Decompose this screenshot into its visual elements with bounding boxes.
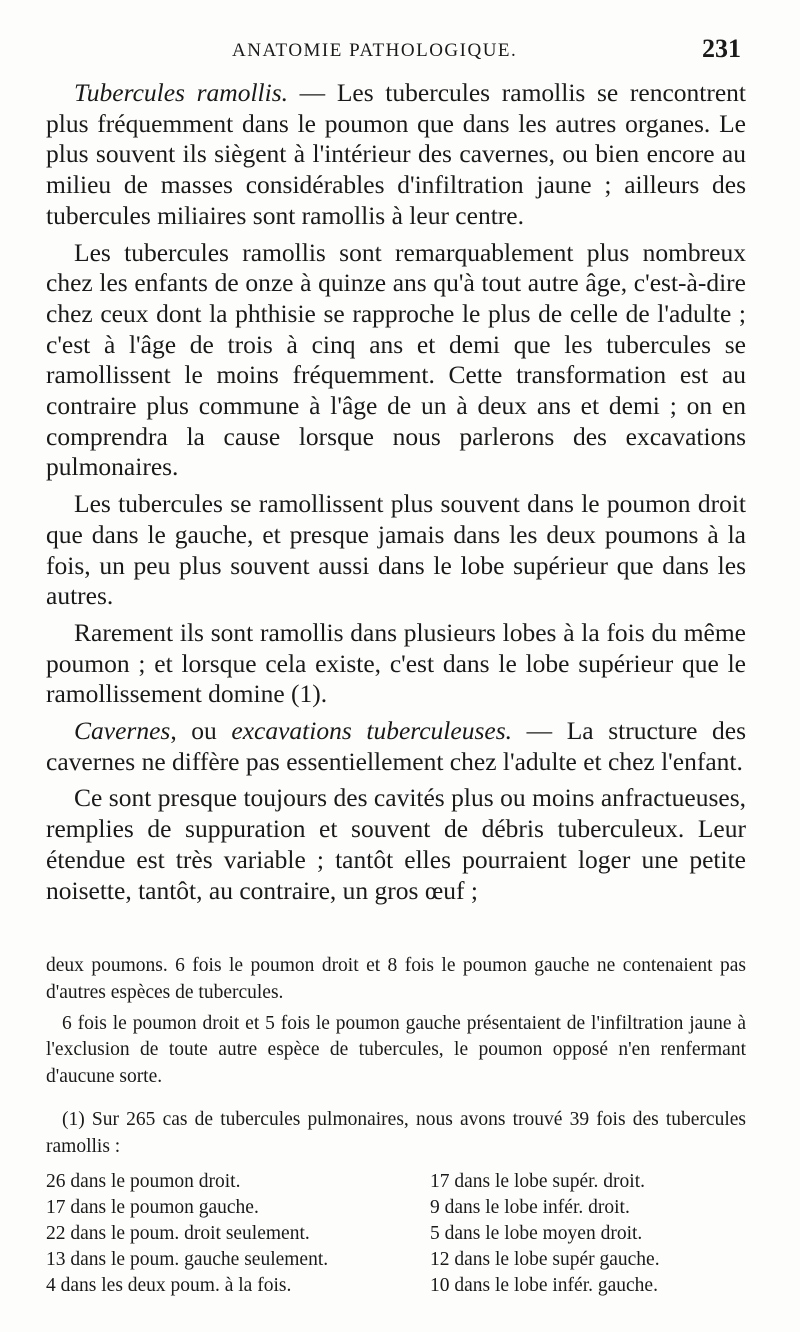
paragraph-tubercules-ramollis xyxy=(46,78,746,232)
footnote-table-cell: 13 dans le poum. gauche seulement. xyxy=(46,1249,329,1271)
footnote-table-cell: 22 dans le poum. droit seulement. xyxy=(46,1222,310,1244)
main-text xyxy=(46,78,746,912)
footnote-continuation: 6 fois le poumon droit et 5 fois le poumon gauche présentaient de l'infiltration jaune à l'exclusion de toute autre espèce de tubercules, le poumon opposé n'en renfermant d'aucune sorte. xyxy=(46,1012,746,1088)
running-head: ANATOMIE PATHOLOGIQUE. xyxy=(232,40,518,61)
paragraph-age: Les tubercules ramollis sont remarquablement plus nombreux chez les enfants de onze à quinze ans qu'à tout autre âge, c'est-à-dire chez ceux dont la phthisie se rapproche le plus de celle de l'adulte ; c'est à l'âge de trois à cinq ans et demi que les tubercules se ramollissent le moins fréquemment. Cette transformation est au contraire plus commune à l'âge de un à deux ans et demi ; on en comprendra la cause lorsque nous parlerons des excavations pulmonaires. xyxy=(46,237,746,482)
paragraph-lobes: Rarement ils sont ramollis dans plusieurs lobes à la fois du même poumon ; et lorsque cela existe, c'est dans le lobe supérieur que le ramollissement domine (1). xyxy=(46,617,746,709)
paragraph-text: — Les tubercules ramollis se rencontrent plus fréquemment dans le poumon que dans les autres organes. Le plus souvent ils siègent à l'intérieur des cavernes, ou bien encore au milieu de masses considérables d'infiltration jaune ; ailleurs des tubercules miliaires sont ramollis à leur centre. xyxy=(46,78,746,230)
footnote-table-cell: 9 dans le lobe infér. droit. xyxy=(430,1196,630,1218)
footnotes xyxy=(46,953,746,1300)
footnote-table-cell: 12 dans le lobe supér gauche. xyxy=(430,1249,660,1271)
paragraph-cavernes: Cavernes, ou excavations tuberculeuses. — La structure des cavernes ne diffère pas essentiellement chez l'adulte et chez l'enfant. xyxy=(46,716,746,776)
paragraph-text: — La structure des cavernes ne diffère pas essentiellement chez l'adulte et chez l'enfant. xyxy=(46,716,746,776)
paragraph-cavites: Ce sont presque toujours des cavités plus ou moins anfractueuses, remplies de suppuration et souvent de débris tuberculeux. Leur étendue est très variable ; tantôt elles pourraient loger une petite noisette, tantôt, au contraire, un gros œuf ; xyxy=(46,783,746,905)
footnote-continuation: deux poumons. 6 fois le poumon droit et 8 fois le poumon gauche ne contenaient pas d'autres espèces de tubercules. xyxy=(46,955,746,1003)
footnote-table-cell: 26 dans le poumon droit. xyxy=(46,1170,241,1192)
section-heading-excavations: excavations tuberculeuses. xyxy=(231,716,512,746)
footnote-1: (1) Sur 265 cas de tubercules pulmonaires, nous avons trouvé 39 fois des tubercules ramollis : xyxy=(46,1108,746,1157)
paragraph-poumon: Les tubercules se ramollissent plus souvent dans le poumon droit que dans le gauche, et presque jamais dans les deux poumons à la fois, un peu plus souvent aussi dans le lobe supérieur que dans les autres. xyxy=(46,489,746,611)
footnote-table-cell: 4 dans les deux poum. à la fois. xyxy=(46,1275,292,1297)
footnote-table-cell: 5 dans le lobe moyen droit. xyxy=(430,1222,643,1244)
section-heading-tubercules-ramollis: Tubercules ramollis. xyxy=(74,78,289,107)
page-number: 231 xyxy=(702,34,741,63)
footnote-table-cell: 17 dans le lobe supér. droit. xyxy=(430,1170,646,1192)
footnote-table xyxy=(46,1169,746,1300)
footnote-table-cell: 10 dans le lobe infér. gauche. xyxy=(430,1275,658,1297)
section-heading-cavernes: Cavernes xyxy=(74,716,171,746)
footnote-table-cell: 17 dans le poumon gauche. xyxy=(46,1196,259,1218)
